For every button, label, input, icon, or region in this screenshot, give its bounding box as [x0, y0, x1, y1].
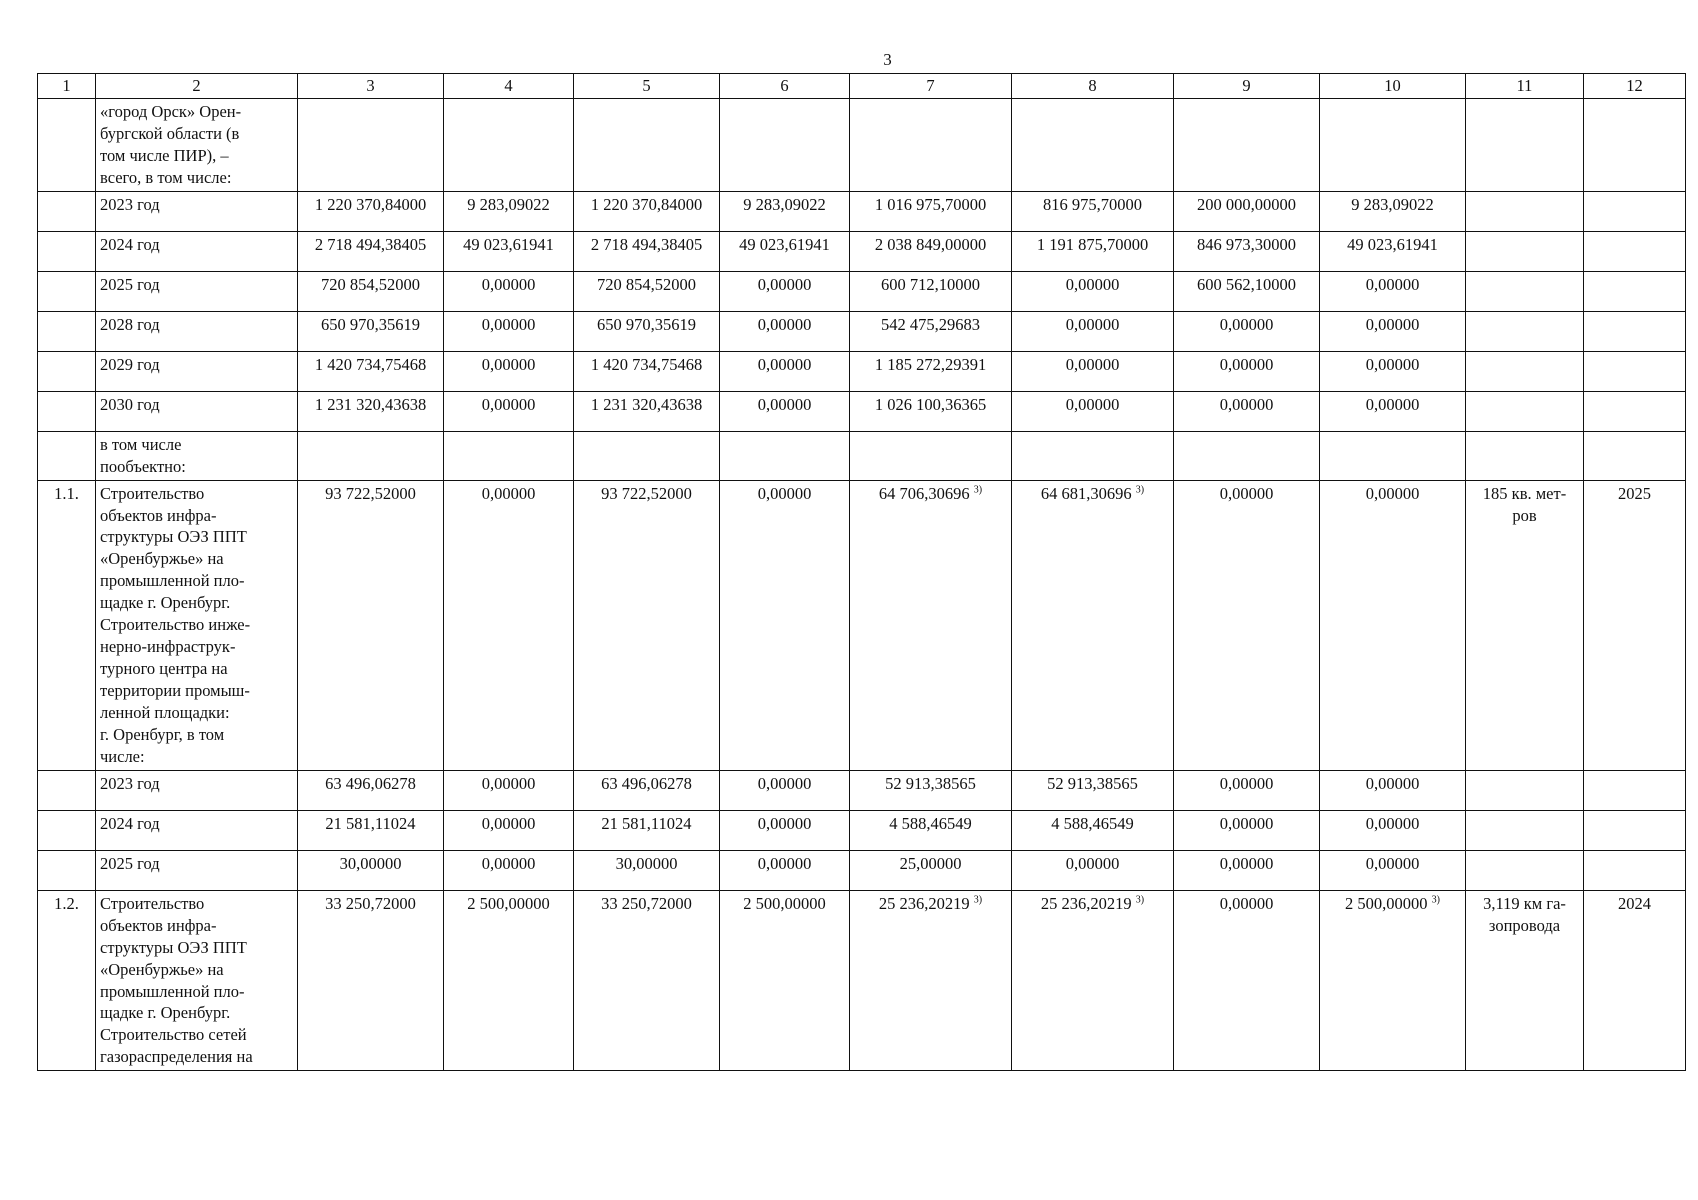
value-cell-col-10	[1320, 890, 1466, 1071]
value-cell-col-9	[1174, 231, 1320, 271]
value-cell-col-4	[444, 311, 574, 351]
value-text: 9 283,09022	[743, 194, 826, 214]
item-number-empty	[38, 271, 96, 311]
value-cell-col-9	[1174, 351, 1320, 391]
value-text: 0,00000	[1365, 813, 1420, 833]
value-text: 0,00000	[1365, 394, 1420, 414]
year-label: 2023 год	[96, 770, 298, 810]
value-text: 64 681,30696	[1040, 483, 1132, 503]
value-cell-col-7	[850, 311, 1012, 351]
column-number-10: 10	[1320, 74, 1466, 99]
value-cell-col-8	[1012, 311, 1174, 351]
value-cell-col-8	[1012, 98, 1174, 191]
completion-year-cell	[1584, 850, 1686, 890]
value-text: 0,00000	[481, 274, 536, 294]
value-text: 600 562,10000	[1197, 274, 1296, 294]
item-number-empty	[38, 311, 96, 351]
value-text: 21 581,11024	[601, 813, 692, 833]
table-row	[38, 311, 1686, 351]
value-cell-col-9	[1174, 431, 1320, 480]
value-text: 0,00000	[1065, 394, 1120, 414]
value-cell-col-8	[1012, 191, 1174, 231]
value-text: 2 718 494,38405	[314, 234, 427, 254]
value-cell-col-8	[1012, 231, 1174, 271]
value-cell-col-8	[1012, 391, 1174, 431]
value-cell-col-7	[850, 391, 1012, 431]
item-number-empty	[38, 431, 96, 480]
value-cell-col-9	[1174, 850, 1320, 890]
value-text: 30,00000	[339, 853, 402, 873]
value-cell-col-5	[574, 890, 720, 1071]
value-text: 0,00000	[481, 773, 536, 793]
value-text: 1 185 272,29391	[874, 354, 987, 374]
footnote-marker: 3)	[973, 894, 983, 906]
item-number-empty	[38, 351, 96, 391]
value-text: 0,00000	[757, 354, 812, 374]
value-cell-col-3	[298, 810, 444, 850]
value-text: 63 496,06278	[325, 773, 416, 793]
year-label: 2029 год	[96, 351, 298, 391]
value-cell-col-5	[574, 351, 720, 391]
value-cell-col-3	[298, 351, 444, 391]
value-text: 0,00000	[1365, 314, 1420, 334]
value-text: 0,00000	[757, 773, 812, 793]
completion-year-cell	[1584, 431, 1686, 480]
value-text: 1 231 320,43638	[314, 394, 427, 414]
value-cell-col-4	[444, 431, 574, 480]
value-text: 0,00000	[757, 394, 812, 414]
table-row	[38, 191, 1686, 231]
table-row	[38, 770, 1686, 810]
funding-table	[37, 73, 1686, 1071]
value-cell-col-5	[574, 770, 720, 810]
value-cell-col-5	[574, 98, 720, 191]
value-cell-col-9	[1174, 391, 1320, 431]
value-cell-col-6	[720, 850, 850, 890]
table-row	[38, 850, 1686, 890]
value-cell-col-3	[298, 391, 444, 431]
item-number: 1.2.	[38, 890, 96, 1071]
table-row	[38, 810, 1686, 850]
value-cell-col-5	[574, 810, 720, 850]
capacity-cell: 3,119 км га- зопровода	[1466, 890, 1584, 1071]
value-cell-col-3	[298, 480, 444, 770]
value-cell-col-8	[1012, 431, 1174, 480]
completion-year-cell	[1584, 391, 1686, 431]
value-cell-col-6	[720, 98, 850, 191]
year-label: 2028 год	[96, 311, 298, 351]
value-cell-col-3	[298, 431, 444, 480]
value-text: 0,00000	[1219, 483, 1274, 503]
value-cell-col-8	[1012, 850, 1174, 890]
value-cell-col-5	[574, 431, 720, 480]
value-text: 49 023,61941	[739, 234, 830, 254]
value-text: 2 500,00000	[467, 893, 550, 913]
item-number-empty	[38, 850, 96, 890]
value-text: 0,00000	[1219, 813, 1274, 833]
value-cell-col-7	[850, 770, 1012, 810]
value-text: 30,00000	[615, 853, 678, 873]
value-text: 0,00000	[481, 813, 536, 833]
table-row	[38, 271, 1686, 311]
row-label: «город Орск» Орен- бургской области (в том числе ПИР), – всего, в том числе:	[96, 98, 298, 191]
value-text: 2 038 849,00000	[874, 234, 987, 254]
value-cell-col-4	[444, 191, 574, 231]
value-cell-col-7	[850, 810, 1012, 850]
table-row	[38, 231, 1686, 271]
column-number-9: 9	[1174, 74, 1320, 99]
value-cell-col-3	[298, 191, 444, 231]
footnote-marker: 3)	[1135, 484, 1145, 496]
capacity-cell	[1466, 770, 1584, 810]
column-number-6: 6	[720, 74, 850, 99]
value-text: 720 854,52000	[321, 274, 420, 294]
capacity-cell: 185 кв. мет- ров	[1466, 480, 1584, 770]
value-text: 0,00000	[1065, 853, 1120, 873]
value-cell-col-5	[574, 191, 720, 231]
value-cell-col-8	[1012, 271, 1174, 311]
value-text: 0,00000	[1065, 274, 1120, 294]
value-cell-col-6	[720, 351, 850, 391]
value-text: 93 722,52000	[601, 483, 692, 503]
value-text: 0,00000	[757, 483, 812, 503]
completion-year-cell: 2024	[1584, 890, 1686, 1071]
value-text: 0,00000	[1219, 354, 1274, 374]
value-text: 52 913,38565	[1047, 773, 1138, 793]
value-cell-col-7	[850, 98, 1012, 191]
value-text: 1 026 100,36365	[874, 394, 987, 414]
value-cell-col-5	[574, 850, 720, 890]
value-cell-col-4	[444, 810, 574, 850]
value-text: 846 973,30000	[1197, 234, 1296, 254]
value-text: 9 283,09022	[1351, 194, 1434, 214]
value-cell-col-7	[850, 191, 1012, 231]
value-text: 4 588,46549	[889, 813, 972, 833]
value-text: 25 236,20219	[1040, 893, 1132, 913]
value-text: 1 220 370,84000	[314, 194, 427, 214]
item-number-empty	[38, 810, 96, 850]
value-text: 0,00000	[1219, 773, 1274, 793]
value-text: 0,00000	[1365, 773, 1420, 793]
value-text: 0,00000	[1365, 853, 1420, 873]
value-cell-col-10	[1320, 850, 1466, 890]
capacity-cell	[1466, 311, 1584, 351]
value-cell-col-7	[850, 431, 1012, 480]
capacity-cell	[1466, 271, 1584, 311]
value-cell-col-10	[1320, 191, 1466, 231]
value-text: 0,00000	[1219, 394, 1274, 414]
column-number-3: 3	[298, 74, 444, 99]
value-text: 0,00000	[757, 813, 812, 833]
value-text: 0,00000	[757, 274, 812, 294]
value-text: 1 420 734,75468	[590, 354, 703, 374]
completion-year-cell	[1584, 770, 1686, 810]
value-cell-col-3	[298, 271, 444, 311]
column-number-8: 8	[1012, 74, 1174, 99]
value-cell-col-10	[1320, 271, 1466, 311]
table-row	[38, 431, 1686, 480]
table-body	[38, 74, 1686, 1071]
footnote-marker: 3)	[1135, 894, 1145, 906]
capacity-cell	[1466, 431, 1584, 480]
completion-year-cell	[1584, 98, 1686, 191]
value-text: 0,00000	[757, 314, 812, 334]
value-text: 650 970,35619	[321, 314, 420, 334]
value-cell-col-9	[1174, 311, 1320, 351]
value-cell-col-6	[720, 311, 850, 351]
value-text: 200 000,00000	[1197, 194, 1296, 214]
value-cell-col-10	[1320, 431, 1466, 480]
value-cell-col-4	[444, 98, 574, 191]
value-cell-col-9	[1174, 98, 1320, 191]
value-cell-col-9	[1174, 271, 1320, 311]
column-number-12: 12	[1584, 74, 1686, 99]
value-cell-col-9	[1174, 810, 1320, 850]
value-cell-col-6	[720, 480, 850, 770]
value-cell-col-5	[574, 271, 720, 311]
value-cell-col-4	[444, 271, 574, 311]
value-text: 93 722,52000	[325, 483, 416, 503]
value-cell-col-5	[574, 480, 720, 770]
value-text: 33 250,72000	[325, 893, 416, 913]
value-cell-col-9	[1174, 480, 1320, 770]
year-label: 2030 год	[96, 391, 298, 431]
value-text: 4 588,46549	[1051, 813, 1134, 833]
header-row	[38, 74, 1686, 99]
page-number: 3	[883, 50, 892, 69]
value-cell-col-8	[1012, 351, 1174, 391]
value-cell-col-6	[720, 191, 850, 231]
column-number-1: 1	[38, 74, 96, 99]
value-text: 2 500,00000	[1345, 893, 1428, 913]
value-cell-col-8	[1012, 480, 1174, 770]
footnote-marker: 3)	[1431, 894, 1440, 906]
value-text: 0,00000	[757, 853, 812, 873]
year-label: 2024 год	[96, 231, 298, 271]
value-text: 816 975,70000	[1043, 194, 1142, 214]
value-cell-col-7	[850, 231, 1012, 271]
column-number-2: 2	[96, 74, 298, 99]
value-cell-col-4	[444, 890, 574, 1071]
year-label: 2024 год	[96, 810, 298, 850]
value-text: 0,00000	[1219, 853, 1274, 873]
row-label: Строительство объектов инфра- структуры ОЭЗ ППТ «Оренбуржье» на промышленной пло- щадке г. Оренбург. Строительство инже- нерно-инфраструк- турного центра на территории промыш- ленной площадки: г. Оренбург, в том числе:	[96, 480, 298, 770]
value-cell-col-9	[1174, 890, 1320, 1071]
value-cell-col-6	[720, 391, 850, 431]
value-cell-col-4	[444, 391, 574, 431]
row-label: в том числе пообъектно:	[96, 431, 298, 480]
value-cell-col-9	[1174, 770, 1320, 810]
completion-year-cell: 2025	[1584, 480, 1686, 770]
value-text: 1 191 875,70000	[1036, 234, 1149, 254]
value-text: 21 581,11024	[325, 813, 416, 833]
value-cell-col-6	[720, 770, 850, 810]
value-cell-col-10	[1320, 231, 1466, 271]
value-cell-col-3	[298, 890, 444, 1071]
column-number-4: 4	[444, 74, 574, 99]
completion-year-cell	[1584, 311, 1686, 351]
value-cell-col-5	[574, 311, 720, 351]
value-cell-col-8	[1012, 810, 1174, 850]
row-label: Строительство объектов инфра- структуры ОЭЗ ППТ «Оренбуржье» на промышленной пло- щадке г. Оренбург. Строительство сетей газораспределения на	[96, 890, 298, 1071]
value-cell-col-7	[850, 351, 1012, 391]
value-cell-col-10	[1320, 810, 1466, 850]
value-cell-col-10	[1320, 480, 1466, 770]
value-text: 1 231 320,43638	[590, 394, 703, 414]
value-cell-col-6	[720, 431, 850, 480]
value-text: 650 970,35619	[597, 314, 696, 334]
value-cell-col-3	[298, 98, 444, 191]
value-text: 2 718 494,38405	[590, 234, 703, 254]
completion-year-cell	[1584, 271, 1686, 311]
table-row	[38, 391, 1686, 431]
completion-year-cell	[1584, 351, 1686, 391]
value-cell-col-4	[444, 850, 574, 890]
value-cell-col-6	[720, 890, 850, 1071]
value-cell-col-10	[1320, 391, 1466, 431]
value-text: 52 913,38565	[885, 773, 976, 793]
value-cell-col-5	[574, 231, 720, 271]
table-row	[38, 351, 1686, 391]
value-cell-col-10	[1320, 98, 1466, 191]
item-number-empty	[38, 191, 96, 231]
value-text: 25 236,20219	[878, 893, 970, 913]
value-cell-col-4	[444, 231, 574, 271]
value-cell-col-3	[298, 231, 444, 271]
value-cell-col-4	[444, 351, 574, 391]
value-text: 0,00000	[1365, 274, 1420, 294]
capacity-cell	[1466, 850, 1584, 890]
table-row	[38, 480, 1686, 770]
table-row	[38, 890, 1686, 1071]
value-text: 0,00000	[481, 354, 536, 374]
item-number-empty	[38, 770, 96, 810]
value-cell-col-10	[1320, 770, 1466, 810]
value-cell-col-10	[1320, 311, 1466, 351]
value-cell-col-5	[574, 391, 720, 431]
value-text: 0,00000	[1365, 354, 1420, 374]
capacity-cell	[1466, 810, 1584, 850]
value-text: 1 016 975,70000	[874, 194, 987, 214]
capacity-cell	[1466, 391, 1584, 431]
value-text: 25,00000	[899, 853, 962, 873]
value-text: 63 496,06278	[601, 773, 692, 793]
value-cell-col-7	[850, 890, 1012, 1071]
value-cell-col-8	[1012, 890, 1174, 1071]
capacity-cell	[1466, 191, 1584, 231]
completion-year-cell	[1584, 231, 1686, 271]
value-cell-col-8	[1012, 770, 1174, 810]
value-cell-col-7	[850, 271, 1012, 311]
column-number-11: 11	[1466, 74, 1584, 99]
value-text: 0,00000	[1065, 314, 1120, 334]
value-text: 0,00000	[1065, 354, 1120, 374]
table-row	[38, 98, 1686, 191]
value-cell-col-7	[850, 480, 1012, 770]
value-text: 720 854,52000	[597, 274, 696, 294]
capacity-cell	[1466, 98, 1584, 191]
value-text: 600 712,10000	[881, 274, 980, 294]
value-cell-col-4	[444, 770, 574, 810]
capacity-cell	[1466, 231, 1584, 271]
completion-year-cell	[1584, 810, 1686, 850]
item-number-empty	[38, 98, 96, 191]
value-text: 0,00000	[481, 394, 536, 414]
value-text: 0,00000	[481, 483, 536, 503]
year-label: 2025 год	[96, 850, 298, 890]
column-number-7: 7	[850, 74, 1012, 99]
value-text: 9 283,09022	[467, 194, 550, 214]
value-text: 0,00000	[481, 853, 536, 873]
item-number-empty	[38, 231, 96, 271]
value-text: 0,00000	[1365, 483, 1420, 503]
item-number-empty	[38, 391, 96, 431]
completion-year-cell	[1584, 191, 1686, 231]
value-text: 0,00000	[481, 314, 536, 334]
value-text: 64 706,30696	[878, 483, 970, 503]
year-label: 2023 год	[96, 191, 298, 231]
value-cell-col-4	[444, 480, 574, 770]
value-cell-col-6	[720, 810, 850, 850]
footnote-marker: 3)	[973, 484, 983, 496]
value-cell-col-7	[850, 850, 1012, 890]
value-text: 0,00000	[1219, 893, 1274, 913]
capacity-cell	[1466, 351, 1584, 391]
value-text: 33 250,72000	[601, 893, 692, 913]
year-label: 2025 год	[96, 271, 298, 311]
value-cell-col-3	[298, 770, 444, 810]
value-cell-col-6	[720, 231, 850, 271]
column-number-5: 5	[574, 74, 720, 99]
value-text: 1 220 370,84000	[590, 194, 703, 214]
value-cell-col-3	[298, 311, 444, 351]
value-text: 542 475,29683	[881, 314, 980, 334]
value-text: 0,00000	[1219, 314, 1274, 334]
value-text: 1 420 734,75468	[314, 354, 427, 374]
value-cell-col-3	[298, 850, 444, 890]
value-cell-col-10	[1320, 351, 1466, 391]
value-text: 49 023,61941	[463, 234, 554, 254]
value-cell-col-9	[1174, 191, 1320, 231]
item-number: 1.1.	[38, 480, 96, 770]
value-cell-col-6	[720, 271, 850, 311]
value-text: 2 500,00000	[743, 893, 826, 913]
value-text: 49 023,61941	[1347, 234, 1438, 254]
